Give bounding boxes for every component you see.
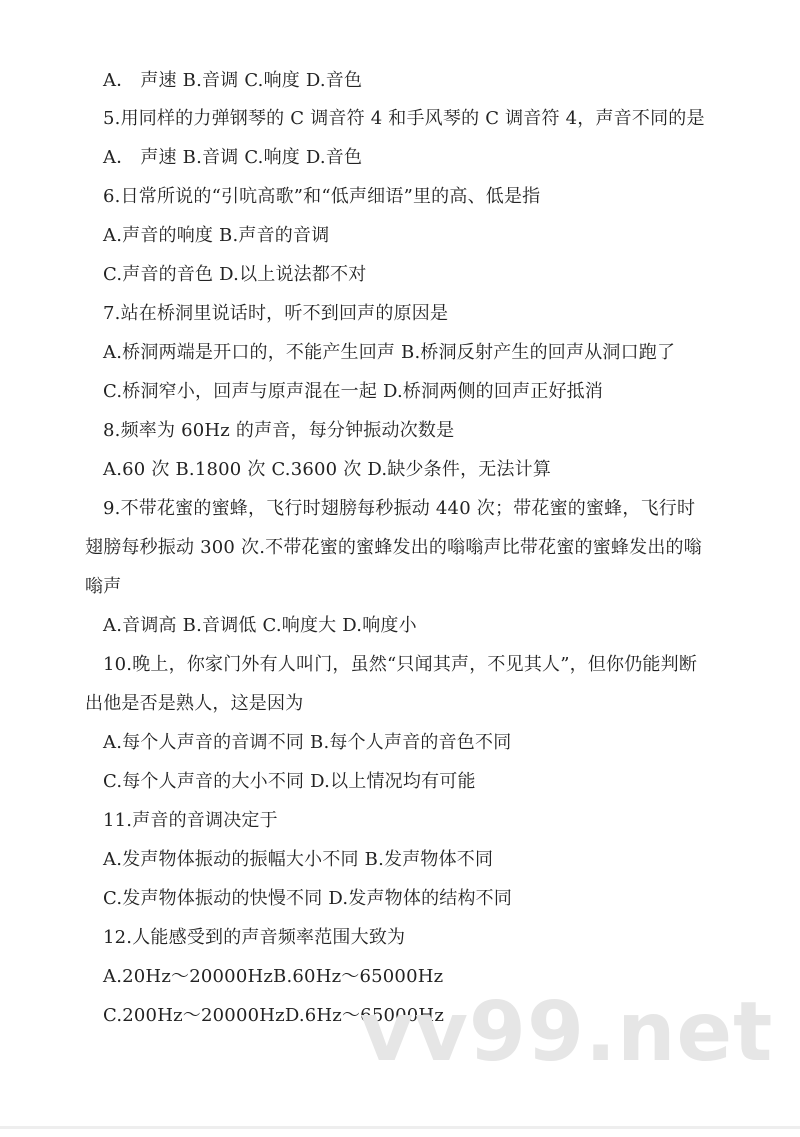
page-bottom-divider: [0, 1126, 800, 1129]
option-line-q6-cd: C.声音的音色 D.以上说法都不对: [103, 264, 367, 285]
option-line-q11-ab: A.发声物体振动的振幅大小不同 B.发声物体不同: [103, 849, 494, 870]
question-6: 6.日常所说的“引吭高歌”和“低声细语”里的高、低是指: [103, 186, 541, 207]
question-8: 8.频率为 60Hz 的声音，每分钟振动次数是: [103, 420, 455, 441]
option-line-q10-ab: A.每个人声音的音调不同 B.每个人声音的音色不同: [103, 732, 512, 753]
question-10-line-1: 10.晚上，你家门外有人叫门，虽然“只闻其声，不见其人”，但你仍能判断: [103, 654, 698, 675]
question-9-line-3: 嗡声: [85, 576, 122, 597]
question-9-line-2: 翅膀每秒振动 300 次.不带花蜜的蜜蜂发出的嗡嗡声比带花蜜的蜜蜂发出的嗡: [85, 537, 702, 558]
option-line-q7-cd: C.桥洞窄小，回声与原声混在一起 D.桥洞两侧的回声正好抵消: [103, 381, 604, 402]
question-7: 7.站在桥洞里说话时，听不到回声的原因是: [103, 303, 449, 324]
option-line-q9: A.音调高 B.音调低 C.响度大 D.响度小: [103, 615, 417, 636]
option-line-q7-ab: A.桥洞两端是开口的，不能产生回声 B.桥洞反射产生的回声从洞口跑了: [103, 342, 676, 363]
option-line-q4: A． 声速 B.音调 C.响度 D.音色: [103, 70, 363, 91]
option-line-q10-cd: C.每个人声音的大小不同 D.以上情况均有可能: [103, 771, 476, 792]
question-12: 12.人能感受到的声音频率范围大致为: [103, 927, 406, 948]
question-11: 11.声音的音调决定于: [103, 810, 278, 831]
option-line-q6-ab: A.声音的响度 B.声音的音调: [103, 225, 330, 246]
watermark: vv99.net: [360, 985, 774, 1080]
question-9-line-1: 9.不带花蜜的蜜蜂，飞行时翅膀每秒振动 440 次；带花蜜的蜜蜂，飞行时: [103, 498, 696, 519]
option-line-q11-cd: C.发声物体振动的快慢不同 D.发声物体的结构不同: [103, 888, 513, 909]
option-line-q5: A． 声速 B.音调 C.响度 D.音色: [103, 147, 363, 168]
option-line-q12-cd: C.200Hz～20000HzD.6Hz～65000Hz: [103, 1005, 445, 1026]
question-10-line-2: 出他是否是熟人，这是因为: [85, 693, 304, 714]
option-line-q8: A.60 次 B.1800 次 C.3600 次 D.缺少条件，无法计算: [103, 459, 552, 480]
option-line-q12-ab: A.20Hz～20000HzB.60Hz～65000Hz: [103, 966, 444, 987]
question-5: 5.用同样的力弹钢琴的 C 调音符 4 和手风琴的 C 调音符 4，声音不同的是: [103, 108, 705, 129]
